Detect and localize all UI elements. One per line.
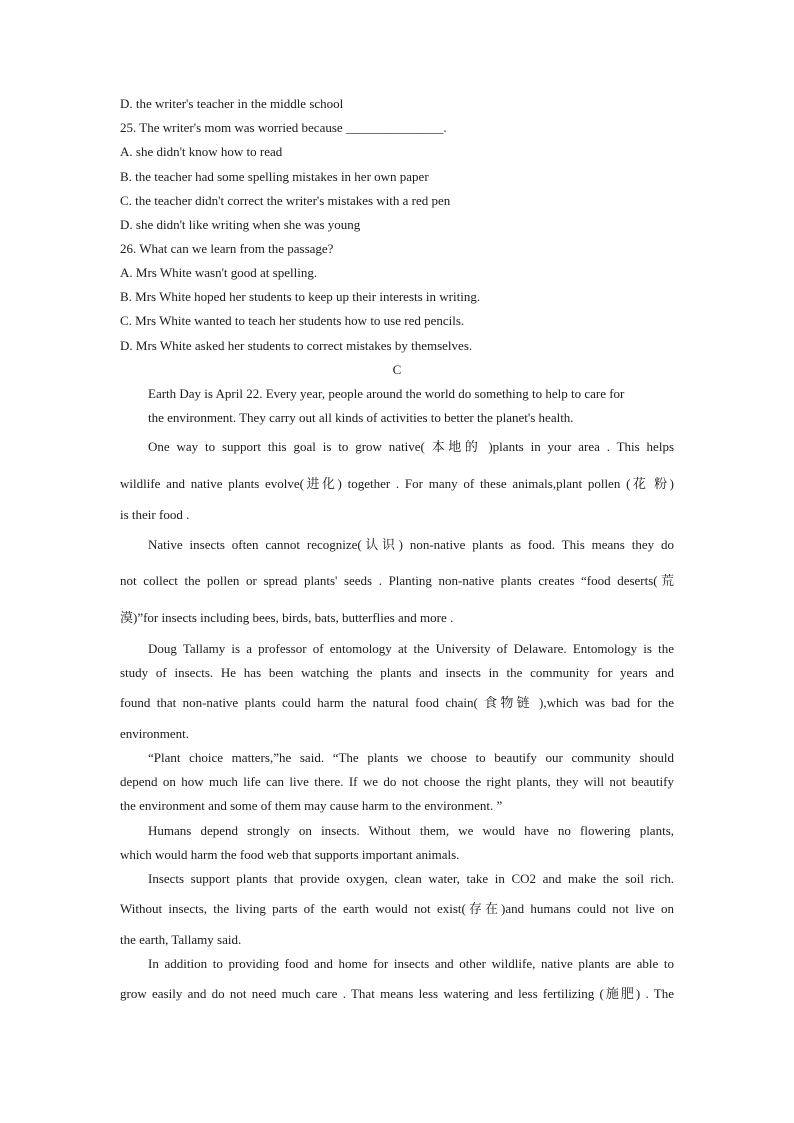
passage-line: Humans depend strongly on insects. Without them, we would have no flowering plants, xyxy=(148,823,674,838)
passage-line: study of insects. He has been watching the plants and insects in the community for years and xyxy=(120,665,674,680)
passage-line: In addition to providing food and home for insects and other wildlife, native plants are able to xyxy=(148,956,674,971)
passage-line: grow easily and do not need much care . That means less watering and less fertilizing (施肥) . The xyxy=(120,986,674,1001)
passage-line: is their food . xyxy=(120,507,190,522)
question-26-stem: 26. What can we learn from the passage? xyxy=(120,241,334,256)
passage-line: found that non-native plants could harm the natural food chain( 食物链 ),which was bad for the xyxy=(120,695,674,710)
passage-line: 漠)”for insects including bees, birds, bats, butterflies and more . xyxy=(120,610,454,625)
section-c-heading: C xyxy=(392,362,402,377)
question-25-option-c: C. the teacher didn't correct the writer's mistakes with a red pen xyxy=(120,193,451,208)
passage-line: Native insects often cannot recognize(认识) non-native plants as food. This means they do xyxy=(148,537,674,552)
question-26-option-b: B. Mrs White hoped her students to keep up their interests in writing. xyxy=(120,289,481,304)
passage-line: One way to support this goal is to grow native( 本地的 )plants in your area . This helps xyxy=(148,439,674,454)
passage-line: Insects support plants that provide oxygen, clean water, take in CO2 and make the soil rich. xyxy=(148,871,674,886)
passage-line: environment. xyxy=(120,726,189,741)
passage-line: the earth, Tallamy said. xyxy=(120,932,242,947)
question-25-stem: 25. The writer's mom was worried because _______________. xyxy=(120,120,447,135)
passage-line: the environment. They carry out all kinds of activities to better the planet's health. xyxy=(148,410,574,425)
passage-line: depend on how much life can live there. If we do not choose the right plants, they will not beautify xyxy=(120,774,674,789)
question-25-option-a: A. she didn't know how to read xyxy=(120,144,283,159)
passage-line: Earth Day is April 22. Every year, people around the world do something to help to care for xyxy=(148,386,625,401)
passage-line: Without insects, the living parts of the earth would not exist(存在)and humans could not live on xyxy=(120,901,674,916)
passage-line: Doug Tallamy is a professor of entomology at the University of Delaware. Entomology is the xyxy=(148,641,674,656)
question-24-option-d: D. the writer's teacher in the middle school xyxy=(120,96,344,111)
question-25-option-b: B. the teacher had some spelling mistakes in her own paper xyxy=(120,169,429,184)
question-26-option-c: C. Mrs White wanted to teach her students how to use red pencils. xyxy=(120,313,465,328)
passage-line: which would harm the food web that supports important animals. xyxy=(120,847,460,862)
question-25-option-d: D. she didn't like writing when she was young xyxy=(120,217,361,232)
passage-line: not collect the pollen or spread plants' seeds . Planting non-native plants creates “food deserts(荒 xyxy=(120,573,674,588)
question-26-option-d: D. Mrs White asked her students to correct mistakes by themselves. xyxy=(120,338,473,353)
passage-line: wildlife and native plants evolve(进化) together . For many of these animals,plant pollen (花 粉) xyxy=(120,476,674,491)
question-26-option-a: A. Mrs White wasn't good at spelling. xyxy=(120,265,318,280)
passage-line: “Plant choice matters,”he said. “The plants we choose to beautify our community should xyxy=(148,750,674,765)
passage-line: the environment and some of them may cause harm to the environment. ” xyxy=(120,798,503,813)
